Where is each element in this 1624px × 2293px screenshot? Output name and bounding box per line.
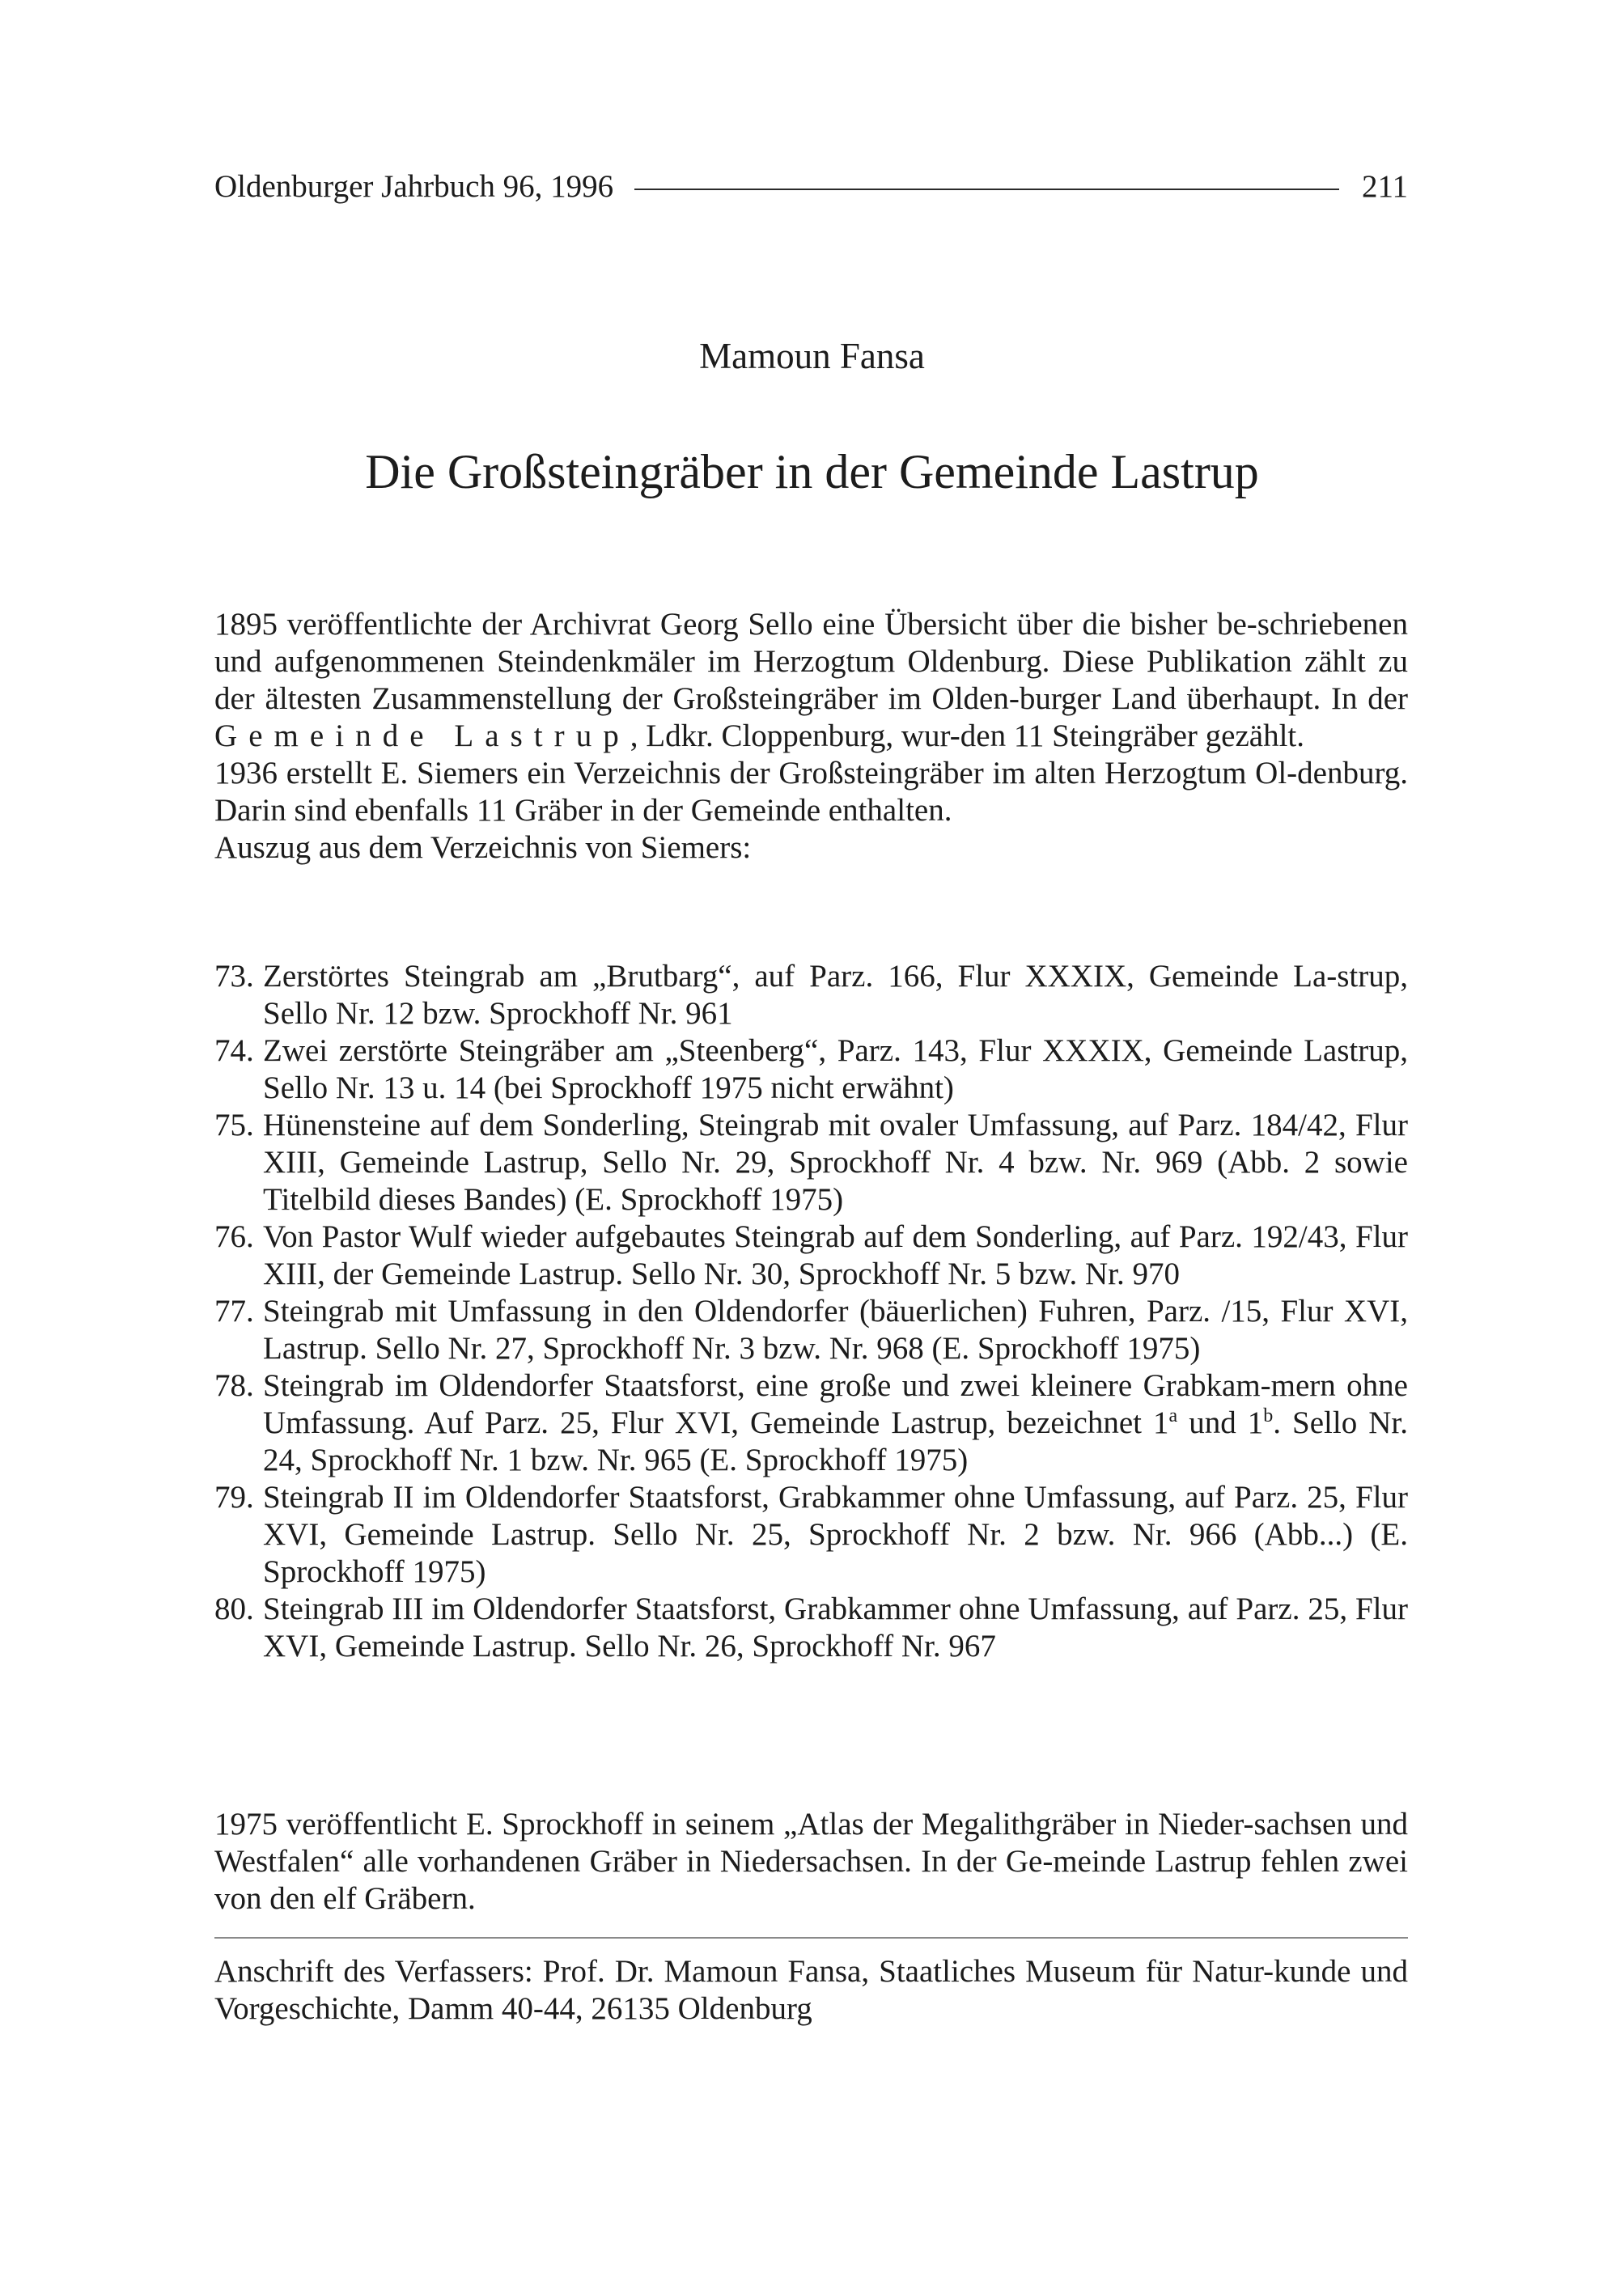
intro-section — [214, 606, 1408, 867]
list-item-text: Steingrab mit Umfassung in den Oldendorfer (bäuerlichen) Fuhren, Parz. /15, Flur XVI, Lastrup. Sello Nr. 27, Sprockhoff Nr. 3 bzw. Nr. 968 (E. Sprockhoff 1975) — [263, 1294, 1408, 1366]
list-item-number: 78. — [214, 1368, 254, 1403]
grave-list — [214, 958, 1408, 1665]
list-item — [214, 1107, 1408, 1219]
footnote-text: Anschrift des Verfassers: Prof. Dr. Mamoun Fansa, Staatliches Museum für Natur-kunde und Vorgeschichte, Damm 40-44, 26135 Oldenburg — [214, 1954, 1408, 2026]
list-item-text-part-3: . Sello Nr. 24, Sprockhoff Nr. 1 bzw. Nr. 965 (E. Sprockhoff 1975) — [263, 1405, 1409, 1477]
header-rule — [634, 189, 1339, 190]
closing-paragraph — [214, 1806, 1408, 1918]
superscript-a: a — [1168, 1405, 1178, 1426]
list-item — [214, 1293, 1408, 1367]
list-item-number: 76. — [214, 1219, 254, 1254]
intro-emphasis: Gemeinde Lastrup — [214, 718, 630, 753]
footnote-divider — [214, 1937, 1408, 1939]
running-header — [214, 167, 1408, 207]
list-item-text: Von Pastor Wulf wieder aufgebautes Steingrab auf dem Sonderling, auf Parz. 192/43, Flur XIII, der Gemeinde Lastrup. Sello Nr. 30, Sprockhoff Nr. 5 bzw. Nr. 970 — [263, 1219, 1408, 1291]
list-item-number: 79. — [214, 1480, 254, 1515]
list-item — [214, 1219, 1408, 1293]
list-item-text: Zerstörtes Steingrab am „Brutbarg“, auf Parz. 166, Flur XXXIX, Gemeinde La-strup, Sello Nr. 12 bzw. Sprockhoff Nr. 961 — [263, 959, 1408, 1031]
list-item — [214, 1032, 1408, 1107]
list-item-text: Hünensteine auf dem Sonderling, Steingrab mit ovaler Umfassung, auf Parz. 184/42, Flur XIII, Gemeinde Lastrup, Sello Nr. 29, Sprockhoff Nr. 4 bzw. Nr. 969 (Abb. 2 sowie Titelbild dieses Bandes) (E. Sprockhoff 1975) — [263, 1108, 1408, 1217]
intro-text-part-1: 1895 veröffentlichte der Archivrat Georg Sello eine Übersicht über die bisher be-schriebenen und aufgenommenen Steindenkmäler im Herzogtum Oldenburg. Diese Publikation zählt zu der ältesten Zusammenstellung der Großsteingräber im Olden-burger Land überhaupt. In der — [214, 607, 1408, 716]
intro-text-part-2: , Ldkr. Cloppenburg, wur-den 11 Steingräber gezählt. — [630, 718, 1304, 753]
list-item-text: Zwei zerstörte Steingräber am „Steenberg“, Parz. 143, Flur XXXIX, Gemeinde Lastrup, Sello Nr. 13 u. 14 (bei Sprockhoff 1975 nicht erwähnt) — [263, 1033, 1408, 1105]
article-title: Die Großsteingräber in der Gemeinde Lastrup — [365, 445, 1259, 498]
page-number: 211 — [1361, 169, 1408, 204]
list-item-number: 74. — [214, 1033, 254, 1068]
list-item-number: 77. — [214, 1294, 254, 1329]
intro-paragraph-1 — [214, 606, 1408, 755]
closing-text: 1975 veröffentlicht E. Sprockhoff in seinem „Atlas der Megalithgräber in Nieder-sachsen und Westfalen“ alle vorhandenen Gräber in Niedersachsen. In der Ge-meinde Lastrup fehlen zwei von den elf Gräbern. — [214, 1807, 1408, 1916]
superscript-b: b — [1263, 1405, 1274, 1426]
list-item — [214, 1367, 1408, 1479]
list-item-text-part-1: Steingrab im Oldendorfer Staatsforst, eine große und zwei kleinere Grabkam-mern ohne Umfassung. Auf Parz. 25, Flur XVI, Gemeinde Lastrup, bezeichnet 1 — [263, 1368, 1408, 1440]
list-item-number: 75. — [214, 1108, 254, 1142]
list-item — [214, 958, 1408, 1032]
intro-paragraph-3: Auszug aus dem Verzeichnis von Siemers: — [214, 830, 752, 865]
list-item — [214, 1591, 1408, 1665]
author-address-footnote — [214, 1953, 1408, 2028]
intro-paragraph-2: 1936 erstellt E. Siemers ein Verzeichnis der Großsteingräber im alten Herzogtum Ol-denburg. Darin sind ebenfalls 11 Gräber in der Gemeinde enthalten. — [214, 756, 1408, 828]
list-item-text: Steingrab III im Oldendorfer Staatsforst, Grabkammer ohne Umfassung, auf Parz. 25, Flur XVI, Gemeinde Lastrup. Sello Nr. 26, Sprockhoff Nr. 967 — [263, 1592, 1408, 1664]
list-item-number: 80. — [214, 1592, 254, 1626]
list-item-text: Steingrab II im Oldendorfer Staatsforst, Grabkammer ohne Umfassung, auf Parz. 25, Flur XVI, Gemeinde Lastrup. Sello Nr. 25, Sprockhoff Nr. 2 bzw. Nr. 966 (Abb...) (E. Sprockhoff 1975) — [263, 1480, 1408, 1589]
list-item — [214, 1479, 1408, 1591]
list-item-number: 73. — [214, 959, 254, 994]
journal-citation: Oldenburger Jahrbuch 96, 1996 — [214, 169, 614, 204]
list-item-text-part-2: und 1 — [1177, 1405, 1264, 1440]
author-name: Mamoun Fansa — [699, 336, 925, 376]
